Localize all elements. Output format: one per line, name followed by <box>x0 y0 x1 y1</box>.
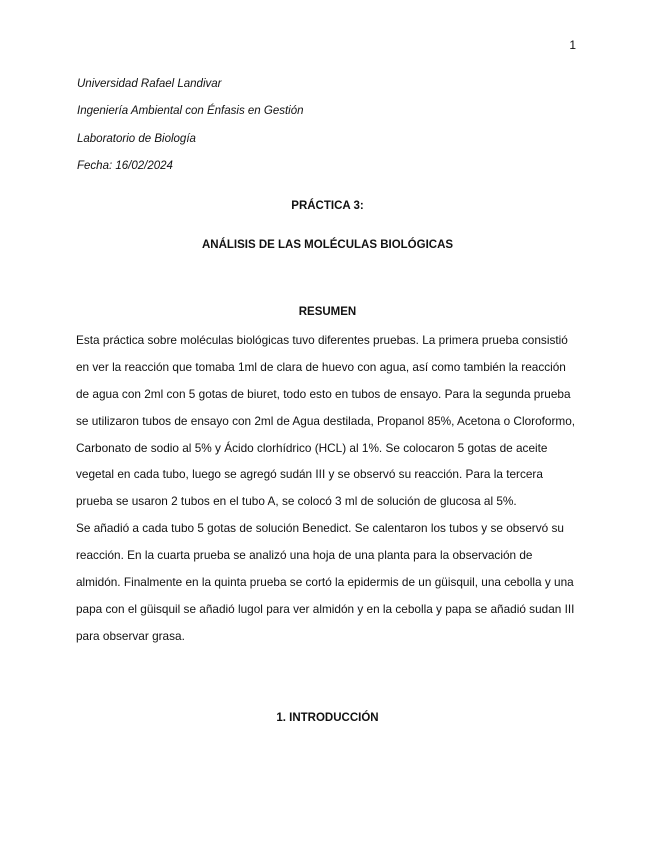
program-name: Ingeniería Ambiental con Énfasis en Gestión <box>77 105 304 118</box>
page-number: 1 <box>569 38 576 52</box>
resumen-line: prueba se usaron 2 tubos en el tubo A, se colocó 3 ml de solución de glucosa al 5%. <box>76 494 517 509</box>
section-heading-introduccion: 1. INTRODUCCIÓN <box>276 712 379 724</box>
resumen-line: almidón. Finalmente en la quinta prueba se cortó la epidermis de un güisquil, una cebolla y una <box>76 575 574 590</box>
resumen-line: en ver la reacción que tomaba 1ml de clara de huevo con agua, así como también la reacción <box>76 359 566 374</box>
resumen-paragraph <box>76 332 580 655</box>
resumen-line: Carbonato de sodio al 5% y Ácido clorhídrico (HCL) al 1%. Se colocaron 5 gotas de aceite <box>76 440 548 455</box>
practice-subject: ANÁLISIS DE LAS MOLÉCULAS BIOLÓGICAS <box>201 239 454 251</box>
resumen-line: Se añadió a cada tubo 5 gotas de solución Benedict. Se calentaron los tubos y se observó su <box>76 521 564 536</box>
practice-title: PRÁCTICA 3: <box>291 200 364 212</box>
resumen-line: vegetal en cada tubo, luego se agregó sudán III y se observó su reacción. Para la tercera <box>76 467 543 482</box>
resumen-heading: RESUMEN <box>298 306 357 318</box>
resumen-line: se utilizaron tubos de ensayo con 2ml de Agua destilada, Propanol 85%, Acetona o Cloroformo, <box>76 413 576 428</box>
resumen-line: papa con el güisquil se añadió lugol para ver almidón y en la cebolla y papa se añadió sudan III <box>76 601 575 616</box>
university-name: Universidad Rafael Landivar <box>77 78 222 90</box>
resumen-line: reacción. En la cuarta prueba se analizó una hoja de una planta para la observación de <box>76 548 533 563</box>
document-header <box>77 76 304 185</box>
resumen-line: Esta práctica sobre moléculas biológicas tuvo diferentes pruebas. La primera prueba consistió <box>76 333 568 347</box>
resumen-line: para observar grasa. <box>76 628 185 643</box>
document-date: Fecha: 16/02/2024 <box>77 159 173 172</box>
resumen-line: de agua con 2ml con 5 gotas de biuret, todo esto en tubos de ensayo. Para la segunda prueba <box>76 386 571 401</box>
course-name: Laboratorio de Biología <box>77 132 196 145</box>
